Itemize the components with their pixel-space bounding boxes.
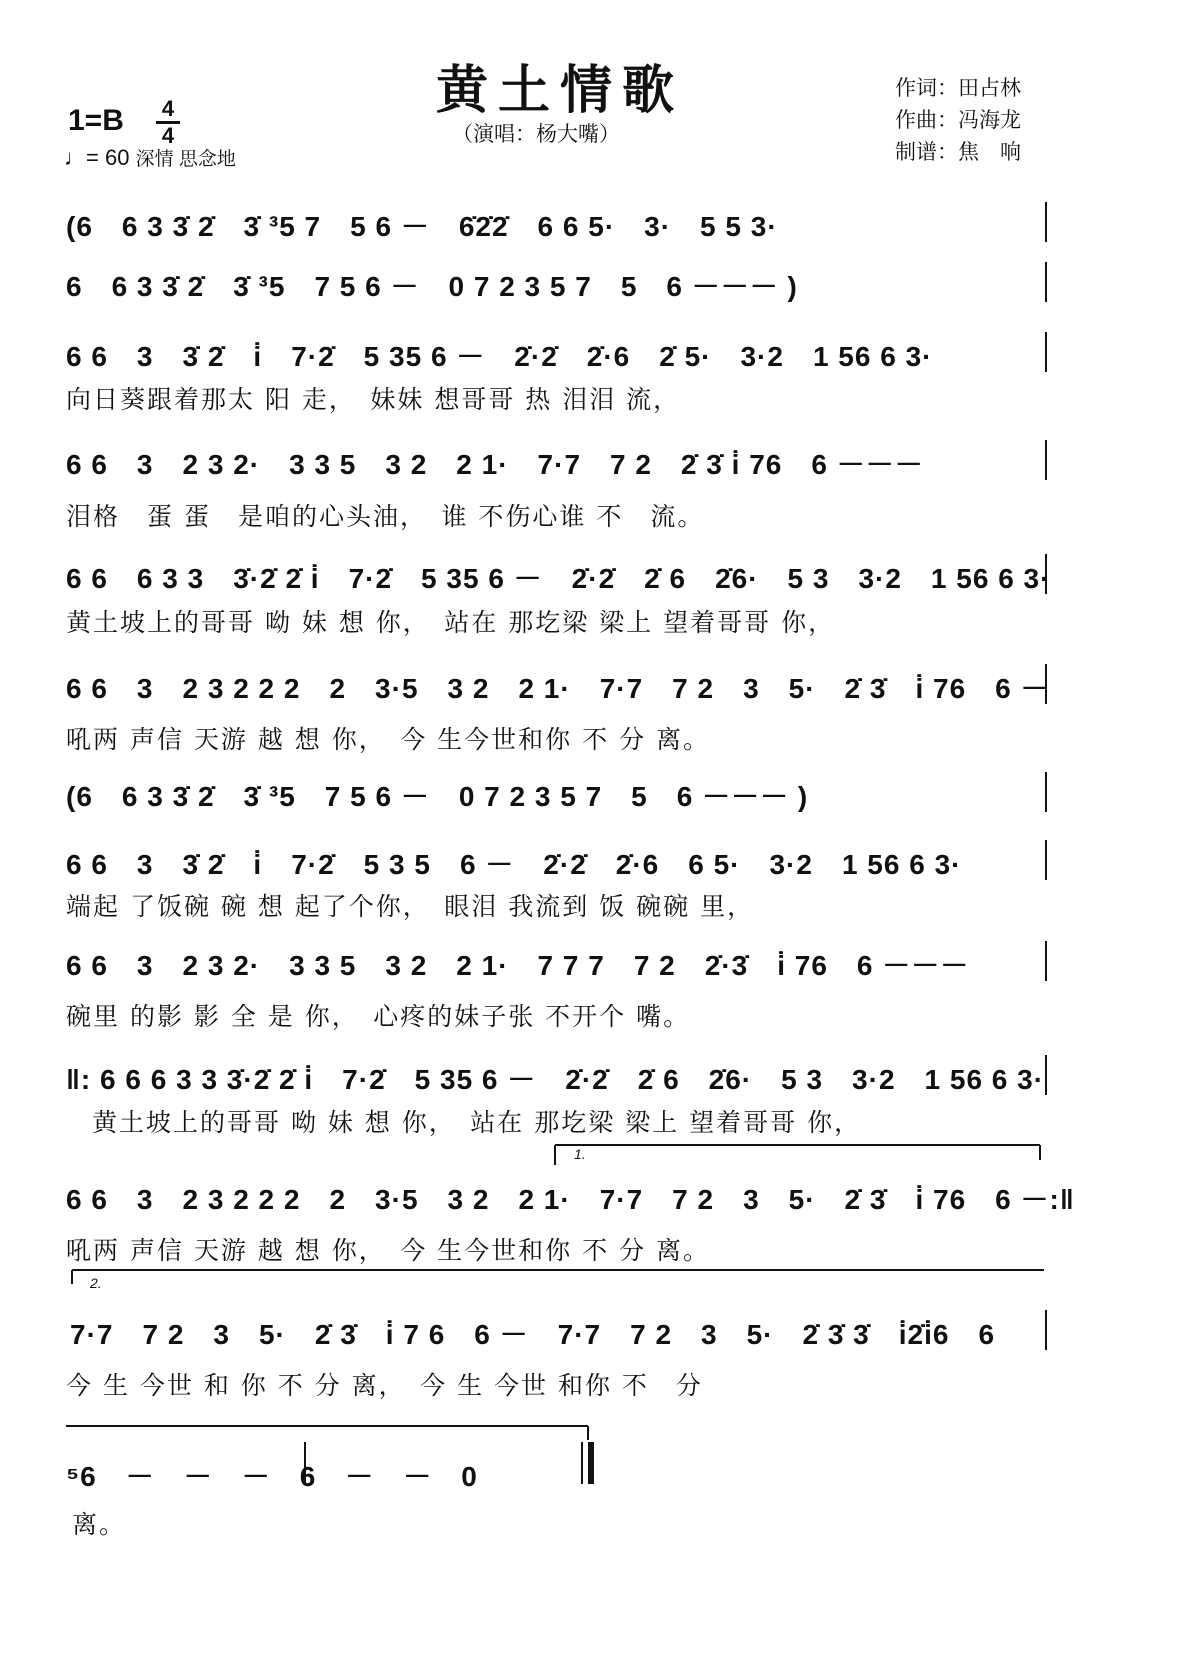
notation-row-2: 6 6 3 3̇ 2̇ 3̇ ³5 7 5 6 － 0 7 2 3 5 7 5 6 －－－ )	[66, 271, 798, 302]
lyric-row-2: 泪格 蛋 蛋 是咱的心头油， 谁 不伤心谁 不 流。	[66, 502, 705, 531]
lyric-row-9: 今 生 今世 和 你 不 分 离， 今 生 今世 和你 不 分	[66, 1371, 703, 1400]
tempo-value: ♩= 60	[64, 145, 130, 170]
lyric-row-7: 黄土坡上的哥哥 呦 妹 想 你， 站在 那圪梁 梁上 望着哥哥 你，	[92, 1108, 862, 1137]
lyricist-credit: 作词：田占林	[895, 76, 1021, 100]
lyric-row-3: 黄土坡上的哥哥 呦 妹 想 你， 站在 那圪梁 梁上 望着哥哥 你，	[66, 608, 836, 637]
notation-row-9: 6 6 3 2 3 2· 3 3 5 3 2 2 1· 7 7 7 7 2 2̇·3̇ i̇ 76 6 －－－	[66, 950, 970, 981]
key-signature: 1=B	[68, 104, 124, 137]
composer-credit: 作曲：冯海龙	[895, 108, 1021, 132]
volta-first-label: 1.	[574, 1146, 586, 1162]
notation-row-5: 6 6 6 3 3 3̇·2̇ 2̇ i̇ 7·2̇ 5 35 6 － 2̇·2̇ 2̇ 6 2̇6· 5 3 3·2 1 56 6 3·	[66, 563, 1051, 594]
lyric-row-8: 吼两 声信 天游 越 想 你， 今 生今世和你 不 分 离。	[66, 1236, 711, 1265]
notation-row-8: 6 6 3 3̇ 2̇ i̇ 7·2̇ 5 3 5 6 － 2̇·2̇ 2̇·6 6 5· 3·2 1 56 6 3·	[66, 849, 962, 880]
notation-row-13: ⁵6 － － － 6 － － 0	[66, 1461, 478, 1492]
notation-row-6: 6 6 3 2 3 2 2 2 2 3·5 3 2 2 1· 7·7 7 2 3 5· 2̇ 3̇ i̇ 76 6 －	[66, 673, 1050, 704]
notation-row-11: 6 6 3 2 3 2 2 2 2 3·5 3 2 2 1· 7·7 7 2 3 5· 2̇ 3̇ i̇ 76 6 －:‖	[66, 1184, 1075, 1215]
notation-row-3: 6 6 3 3̇ 2̇ i̇ 7·2̇ 5 35 6 － 2̇·2̇ 2̇·6 2̇ 5· 3·2 1 56 6 3·	[66, 341, 933, 372]
lyric-row-6: 碗里 的影 影 全 是 你， 心疼的妹子张 不开个 嘴。	[66, 1002, 691, 1031]
lyric-row-5: 端起 了饭碗 碗 想 起了个你， 眼泪 我流到 饭 碗碗 里，	[66, 892, 755, 921]
time-signature-top: 4	[161, 96, 175, 121]
notation-row-10: ‖: 6 6 6 3 3 3̇·2̇ 2̇ i̇ 7·2̇ 5 35 6 － 2̇·2̇ 2̇ 6 2̇6· 5 3 3·2 1 56 6 3·	[66, 1064, 1045, 1095]
notation-row-1: (6 6 3 3̇ 2̇ 3̇ ³5 7 5 6 － 6̇2̇2̇ 6 6 5· 3· 5 5 3·	[66, 211, 778, 242]
performer-credit: （演唱：杨大嘴）	[452, 122, 620, 146]
lyric-row-4: 吼两 声信 天游 越 想 你， 今 生今世和你 不 分 离。	[66, 725, 711, 754]
arranger-credit: 制谱：焦 响	[895, 140, 1021, 164]
song-title: 黄土情歌	[436, 60, 685, 121]
lyric-row-10: 离。	[72, 1510, 127, 1539]
notation-row-4: 6 6 3 2 3 2· 3 3 5 3 2 2 1· 7·7 7 2 2̇ 3̇ i̇ 76 6 －－－	[66, 449, 924, 480]
final-barline-thick	[588, 1442, 594, 1484]
notation-row-7: (6 6 3 3̇ 2̇ 3̇ ³5 7 5 6 － 0 7 2 3 5 7 5 6 －－－ )	[66, 781, 809, 812]
volta-second-label: 2.	[90, 1275, 102, 1291]
tempo-expression: 深情 思念地	[135, 149, 236, 170]
lyric-row-1: 向日葵跟着那太 阳 走， 妹妹 想哥哥 热 泪泪 流，	[66, 385, 681, 414]
notation-row-12: 7·7 7 2 3 5· 2̇ 3̇ i̇ 7 6 6 － 7·7 7 2 3 5· 2̇ 3̇ 3̇ i̇2̇i̇6 6	[70, 1319, 996, 1350]
time-signature-bottom: 4	[161, 123, 175, 148]
